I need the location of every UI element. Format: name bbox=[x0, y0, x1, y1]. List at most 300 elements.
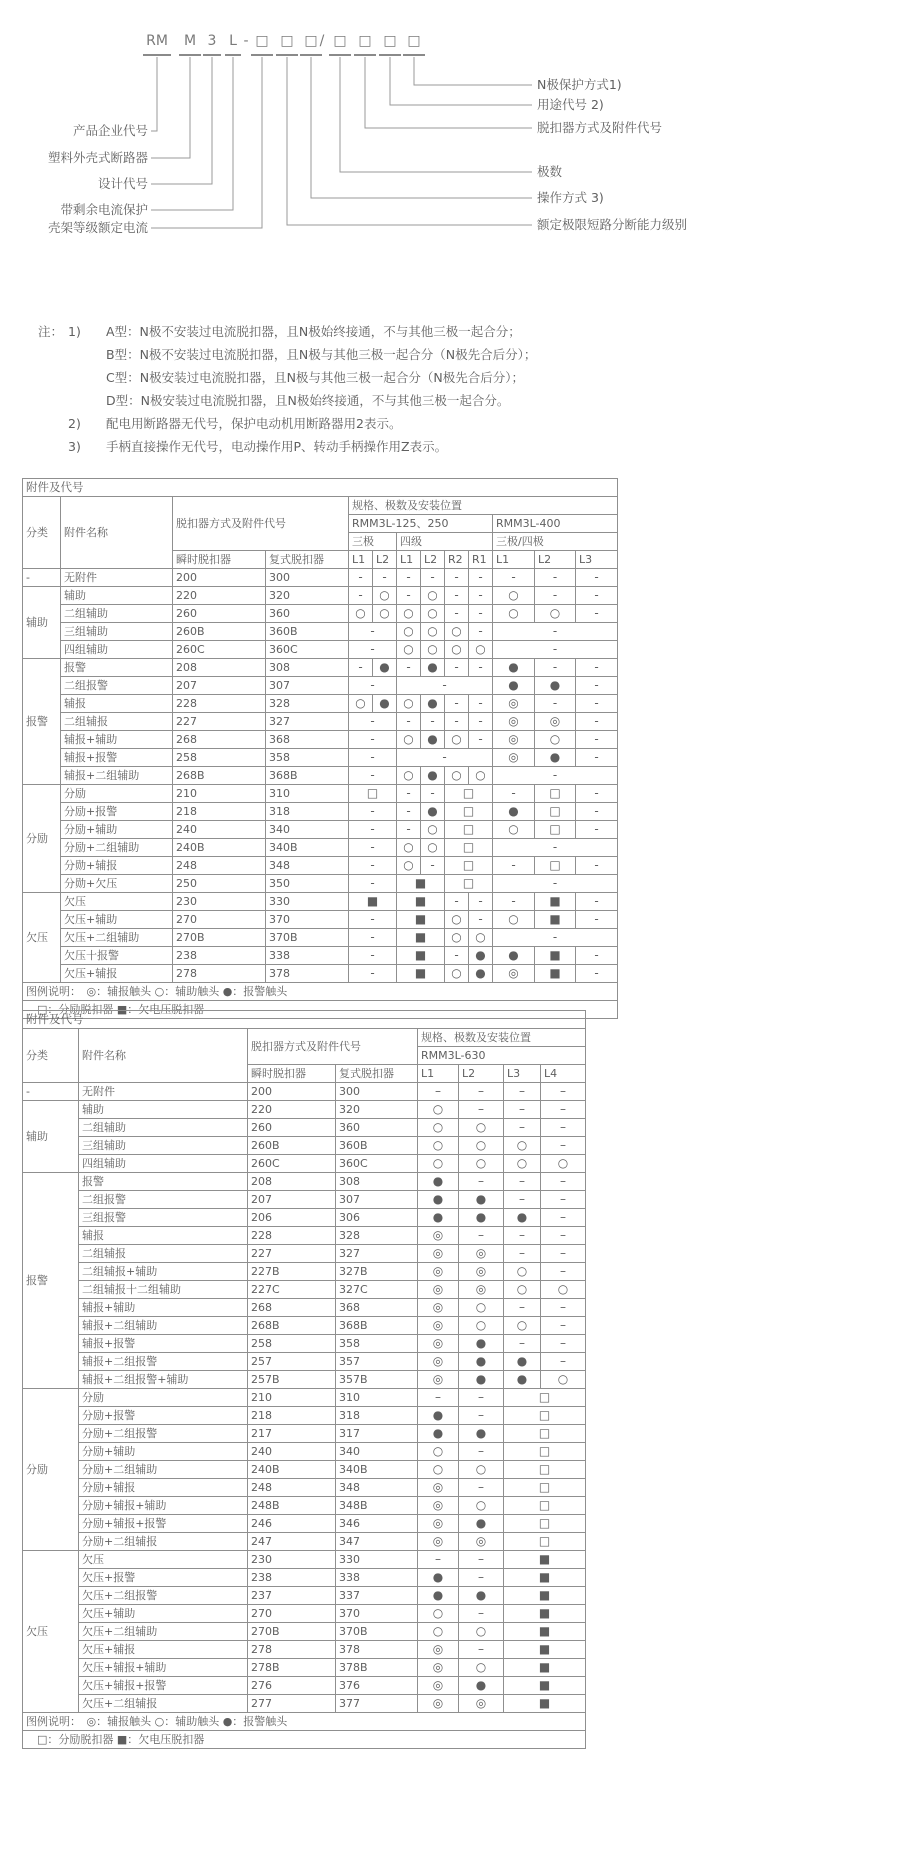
position-symbol-cell: □ bbox=[504, 1533, 586, 1551]
attachment-name-cell: 二组报警 bbox=[79, 1191, 248, 1209]
position-symbol-cell: - bbox=[576, 731, 618, 749]
position-symbol-cell: ■ bbox=[504, 1605, 586, 1623]
position-symbol-cell: – bbox=[418, 1083, 459, 1101]
position-symbol-cell: ● bbox=[421, 695, 445, 713]
note-line-2 bbox=[38, 366, 536, 389]
position-symbol-cell: – bbox=[418, 1389, 459, 1407]
code-token-1: M bbox=[179, 30, 201, 56]
position-symbol-cell: ○ bbox=[445, 641, 469, 659]
note-text: A型：N极不安装过电流脱扣器，且N极始终接通，不与其他三极一起合分； bbox=[106, 324, 521, 339]
code-token-12: □ bbox=[403, 30, 425, 56]
position-symbol-cell: ○ bbox=[445, 623, 469, 641]
position-symbol-cell: - bbox=[397, 713, 421, 731]
attachment-name-cell: 辅助 bbox=[61, 587, 173, 605]
attachment-name-cell: 辅报+辅助 bbox=[79, 1299, 248, 1317]
table-row bbox=[23, 1083, 586, 1101]
position-symbol-cell: – bbox=[504, 1101, 541, 1119]
position-symbol-cell: ● bbox=[469, 947, 493, 965]
compound-code-cell: 368 bbox=[336, 1299, 418, 1317]
position-symbol-cell: - bbox=[576, 947, 618, 965]
position-symbol-cell: ◎ bbox=[493, 695, 535, 713]
position-symbol-cell: ● bbox=[493, 677, 535, 695]
attachment-name-cell: 辅报+二组辅助 bbox=[79, 1317, 248, 1335]
compound-code-cell: 378 bbox=[266, 965, 349, 983]
position-symbol-cell: ● bbox=[459, 1335, 504, 1353]
position-symbol-cell: - bbox=[397, 749, 493, 767]
table-row bbox=[23, 1371, 586, 1389]
instantaneous-code-cell: 230 bbox=[248, 1551, 336, 1569]
position-symbol-cell: - bbox=[349, 767, 397, 785]
position-symbol-cell: – bbox=[504, 1119, 541, 1137]
position-symbol-cell: – bbox=[504, 1245, 541, 1263]
attachment-name-cell: 欠压+辅报 bbox=[79, 1641, 248, 1659]
instantaneous-code-cell: 268B bbox=[173, 767, 266, 785]
position-symbol-cell: ○ bbox=[504, 1137, 541, 1155]
instantaneous-code-cell: 258 bbox=[173, 749, 266, 767]
position-symbol-cell: - bbox=[469, 605, 493, 623]
note-prefix: 注： bbox=[38, 324, 64, 339]
position-symbol-cell: - bbox=[576, 677, 618, 695]
header-pos-l3-8: L3 bbox=[576, 551, 618, 569]
table-row bbox=[23, 1461, 586, 1479]
header-pos-l4-3: L4 bbox=[541, 1065, 586, 1083]
attachment-name-cell: 三组报警 bbox=[79, 1209, 248, 1227]
position-symbol-cell: – bbox=[541, 1209, 586, 1227]
position-symbol-cell: ○ bbox=[469, 767, 493, 785]
position-symbol-cell: - bbox=[576, 893, 618, 911]
position-symbol-cell: □ bbox=[445, 839, 493, 857]
position-symbol-cell: ○ bbox=[493, 587, 535, 605]
position-symbol-cell: – bbox=[459, 1551, 504, 1569]
position-symbol-cell: ● bbox=[504, 1353, 541, 1371]
instantaneous-code-cell: 240 bbox=[173, 821, 266, 839]
position-symbol-cell: ● bbox=[459, 1515, 504, 1533]
position-symbol-cell: ○ bbox=[445, 767, 469, 785]
instantaneous-code-cell: 248 bbox=[248, 1479, 336, 1497]
compound-code-cell: 330 bbox=[266, 893, 349, 911]
compound-code-cell: 310 bbox=[266, 785, 349, 803]
table-row bbox=[23, 1695, 586, 1713]
position-symbol-cell: □ bbox=[504, 1461, 586, 1479]
table-row bbox=[23, 1587, 586, 1605]
attachment-name-cell: 四组辅助 bbox=[79, 1155, 248, 1173]
position-symbol-cell: ● bbox=[459, 1425, 504, 1443]
position-symbol-cell: - bbox=[535, 587, 576, 605]
header-pos-l2-1: L2 bbox=[373, 551, 397, 569]
table-row bbox=[23, 1407, 586, 1425]
attachment-name-cell: 二组辅报十二组辅助 bbox=[79, 1281, 248, 1299]
position-symbol-cell: - bbox=[397, 587, 421, 605]
instantaneous-code-cell: 220 bbox=[173, 587, 266, 605]
table-row bbox=[23, 1227, 586, 1245]
position-symbol-cell: – bbox=[541, 1191, 586, 1209]
position-symbol-cell: ● bbox=[421, 731, 445, 749]
position-symbol-cell: □ bbox=[504, 1407, 586, 1425]
position-symbol-cell: ● bbox=[459, 1371, 504, 1389]
compound-code-cell: 330 bbox=[336, 1551, 418, 1569]
compound-code-cell: 358 bbox=[266, 749, 349, 767]
position-symbol-cell: ■ bbox=[397, 893, 445, 911]
compound-code-cell: 327 bbox=[336, 1245, 418, 1263]
position-symbol-cell: □ bbox=[504, 1425, 586, 1443]
table-row bbox=[23, 1479, 586, 1497]
position-symbol-cell: ○ bbox=[397, 839, 421, 857]
table-row bbox=[23, 875, 618, 893]
instantaneous-code-cell: 278 bbox=[173, 965, 266, 983]
position-symbol-cell: ● bbox=[418, 1209, 459, 1227]
position-symbol-cell: - bbox=[421, 785, 445, 803]
position-symbol-cell: – bbox=[459, 1407, 504, 1425]
position-symbol-cell: - bbox=[469, 893, 493, 911]
instantaneous-code-cell: 268 bbox=[248, 1299, 336, 1317]
position-symbol-cell: - bbox=[421, 857, 445, 875]
instantaneous-code-cell: 207 bbox=[248, 1191, 336, 1209]
position-symbol-cell: ● bbox=[421, 803, 445, 821]
note-line-3 bbox=[38, 389, 536, 412]
position-symbol-cell: □ bbox=[535, 857, 576, 875]
compound-code-cell: 360 bbox=[336, 1119, 418, 1137]
position-symbol-cell: – bbox=[504, 1299, 541, 1317]
attachment-name-cell: 欠压+二组辅助 bbox=[79, 1623, 248, 1641]
header-tripper-code: 脱扣器方式及附件代号 bbox=[248, 1029, 418, 1065]
attachment-name-cell: 欠压+辅报 bbox=[61, 965, 173, 983]
position-symbol-cell: - bbox=[445, 659, 469, 677]
position-symbol-cell: - bbox=[445, 893, 469, 911]
position-symbol-cell: - bbox=[349, 839, 397, 857]
position-symbol-cell: ◎ bbox=[535, 713, 576, 731]
table-row bbox=[23, 857, 618, 875]
position-symbol-cell: - bbox=[576, 857, 618, 875]
code-token-9: □ bbox=[329, 30, 351, 56]
position-symbol-cell: □ bbox=[445, 785, 493, 803]
compound-code-cell: 318 bbox=[266, 803, 349, 821]
instantaneous-code-cell: 270 bbox=[248, 1605, 336, 1623]
position-symbol-cell: ○ bbox=[459, 1623, 504, 1641]
position-symbol-cell: ○ bbox=[459, 1155, 504, 1173]
position-symbol-cell: ○ bbox=[541, 1371, 586, 1389]
position-symbol-cell: - bbox=[469, 659, 493, 677]
instantaneous-code-cell: 270B bbox=[248, 1623, 336, 1641]
compound-code-cell: 340 bbox=[266, 821, 349, 839]
position-symbol-cell: – bbox=[541, 1317, 586, 1335]
table-row bbox=[23, 1677, 586, 1695]
accessory-table-rmm3l-125-250-400 bbox=[22, 478, 618, 1019]
table-row bbox=[23, 1281, 586, 1299]
compound-code-cell: 346 bbox=[336, 1515, 418, 1533]
note-line-1 bbox=[38, 343, 536, 366]
attachment-name-cell: 欠压+辅报+报警 bbox=[79, 1677, 248, 1695]
compound-code-cell: 377 bbox=[336, 1695, 418, 1713]
position-symbol-cell: – bbox=[459, 1083, 504, 1101]
compound-code-cell: 368B bbox=[266, 767, 349, 785]
attachment-name-cell: 分勋+辅报 bbox=[61, 857, 173, 875]
table-row bbox=[23, 731, 618, 749]
notes-section bbox=[38, 320, 536, 458]
compound-code-cell: 340B bbox=[266, 839, 349, 857]
attachment-name-cell: 二组辅报 bbox=[79, 1245, 248, 1263]
position-symbol-cell: ○ bbox=[504, 1155, 541, 1173]
position-symbol-cell: – bbox=[418, 1551, 459, 1569]
position-symbol-cell: ○ bbox=[445, 965, 469, 983]
position-symbol-cell: - bbox=[397, 659, 421, 677]
instantaneous-code-cell: 200 bbox=[248, 1083, 336, 1101]
attachment-name-cell: 辅报+二组辅助 bbox=[61, 767, 173, 785]
position-symbol-cell: ● bbox=[373, 659, 397, 677]
note-number: 1) bbox=[68, 324, 81, 339]
compound-code-cell: 368B bbox=[336, 1317, 418, 1335]
position-symbol-cell: - bbox=[445, 947, 469, 965]
table-row bbox=[23, 1515, 586, 1533]
position-symbol-cell: ● bbox=[421, 767, 445, 785]
position-symbol-cell: ○ bbox=[493, 911, 535, 929]
position-symbol-cell: ● bbox=[469, 965, 493, 983]
instantaneous-code-cell: 277 bbox=[248, 1695, 336, 1713]
attachment-name-cell: 欠压十报警 bbox=[61, 947, 173, 965]
instantaneous-code-cell: 210 bbox=[173, 785, 266, 803]
table-row bbox=[23, 605, 618, 623]
note-text: D型：N极安装过电流脱扣器，且N极始终接通，不与其他三极一起合分。 bbox=[106, 393, 510, 408]
position-symbol-cell: ○ bbox=[504, 1263, 541, 1281]
position-symbol-cell: - bbox=[349, 677, 397, 695]
position-symbol-cell: ○ bbox=[418, 1605, 459, 1623]
attachment-name-cell: 辅报+报警 bbox=[79, 1335, 248, 1353]
table-row bbox=[23, 641, 618, 659]
position-symbol-cell: ● bbox=[493, 947, 535, 965]
attachment-name-cell: 分励 bbox=[79, 1389, 248, 1407]
compound-code-cell: 378 bbox=[336, 1641, 418, 1659]
position-symbol-cell: - bbox=[493, 893, 535, 911]
attachment-name-cell: 分励+报警 bbox=[61, 803, 173, 821]
diagram-label-right-0: N极保护方式1) bbox=[537, 77, 622, 92]
instantaneous-code-cell: 260C bbox=[173, 641, 266, 659]
attachment-name-cell: 无附件 bbox=[79, 1083, 248, 1101]
position-symbol-cell: - bbox=[493, 785, 535, 803]
position-symbol-cell: ● bbox=[418, 1173, 459, 1191]
table-row bbox=[23, 695, 618, 713]
position-symbol-cell: - bbox=[397, 803, 421, 821]
position-symbol-cell: ■ bbox=[504, 1695, 586, 1713]
table-row bbox=[23, 767, 618, 785]
position-symbol-cell: ■ bbox=[504, 1659, 586, 1677]
note-prefix bbox=[38, 435, 68, 458]
position-symbol-cell: ■ bbox=[397, 911, 445, 929]
compound-code-cell: 368 bbox=[266, 731, 349, 749]
attachment-name-cell: 辅助 bbox=[79, 1101, 248, 1119]
position-symbol-cell: ◎ bbox=[418, 1695, 459, 1713]
position-symbol-cell: ◎ bbox=[418, 1371, 459, 1389]
compound-code-cell: 320 bbox=[266, 587, 349, 605]
position-symbol-cell: - bbox=[535, 659, 576, 677]
position-symbol-cell: - bbox=[576, 695, 618, 713]
table-row bbox=[23, 1299, 586, 1317]
position-symbol-cell: □ bbox=[504, 1443, 586, 1461]
instantaneous-code-cell: 208 bbox=[248, 1173, 336, 1191]
position-symbol-cell: – bbox=[459, 1479, 504, 1497]
compound-code-cell: 308 bbox=[336, 1173, 418, 1191]
compound-code-cell: 318 bbox=[336, 1407, 418, 1425]
position-symbol-cell: ◎ bbox=[418, 1479, 459, 1497]
position-symbol-cell: ○ bbox=[493, 821, 535, 839]
attachment-name-cell: 欠压 bbox=[79, 1551, 248, 1569]
diagram-label-right-4: 操作方式 3) bbox=[537, 190, 604, 205]
position-symbol-cell: □ bbox=[504, 1389, 586, 1407]
compound-code-cell: 360 bbox=[266, 605, 349, 623]
position-symbol-cell: – bbox=[541, 1173, 586, 1191]
position-symbol-cell: ● bbox=[421, 659, 445, 677]
position-symbol-cell: ● bbox=[504, 1209, 541, 1227]
position-symbol-cell: – bbox=[541, 1335, 586, 1353]
position-symbol-cell: ■ bbox=[504, 1587, 586, 1605]
position-symbol-cell: – bbox=[541, 1245, 586, 1263]
instantaneous-code-cell: 258 bbox=[248, 1335, 336, 1353]
table-row bbox=[23, 587, 618, 605]
position-symbol-cell: ● bbox=[493, 659, 535, 677]
position-symbol-cell: ◎ bbox=[418, 1245, 459, 1263]
instantaneous-code-cell: 248B bbox=[248, 1497, 336, 1515]
instantaneous-code-cell: 247 bbox=[248, 1533, 336, 1551]
position-symbol-cell: - bbox=[493, 929, 618, 947]
table-row bbox=[23, 1119, 586, 1137]
instantaneous-code-cell: 268 bbox=[173, 731, 266, 749]
position-symbol-cell: - bbox=[493, 767, 618, 785]
instantaneous-code-cell: 218 bbox=[248, 1407, 336, 1425]
header-pos-r1-5: R1 bbox=[469, 551, 493, 569]
category-cell: 分励 bbox=[23, 1389, 79, 1551]
note-number: 2) bbox=[68, 416, 81, 431]
position-symbol-cell: - bbox=[469, 695, 493, 713]
position-symbol-cell: ○ bbox=[541, 1281, 586, 1299]
compound-code-cell: 320 bbox=[336, 1101, 418, 1119]
position-symbol-cell: - bbox=[469, 731, 493, 749]
note-number bbox=[68, 343, 106, 366]
category-cell: - bbox=[23, 569, 61, 587]
position-symbol-cell: - bbox=[349, 641, 397, 659]
position-symbol-cell: ○ bbox=[418, 1155, 459, 1173]
header-pos-l1-6: L1 bbox=[493, 551, 535, 569]
attachment-name-cell: 欠压+报警 bbox=[79, 1569, 248, 1587]
position-symbol-cell: ● bbox=[459, 1677, 504, 1695]
diagram-label-right-1: 用途代号 2) bbox=[537, 97, 604, 112]
position-symbol-cell: ○ bbox=[418, 1101, 459, 1119]
position-symbol-cell: - bbox=[493, 641, 618, 659]
note-line-4 bbox=[38, 412, 536, 435]
position-symbol-cell: ■ bbox=[504, 1623, 586, 1641]
position-symbol-cell: ○ bbox=[421, 605, 445, 623]
attachment-name-cell: 报警 bbox=[61, 659, 173, 677]
instantaneous-code-cell: 260B bbox=[248, 1137, 336, 1155]
note-text: B型：N极不安装过电流脱扣器，且N极与其他三极一起合分（N极先合后分）； bbox=[106, 347, 537, 362]
position-symbol-cell: – bbox=[459, 1641, 504, 1659]
position-symbol-cell: - bbox=[349, 713, 397, 731]
position-symbol-cell: ○ bbox=[373, 605, 397, 623]
position-symbol-cell: ◎ bbox=[418, 1659, 459, 1677]
category-cell: - bbox=[23, 1083, 79, 1101]
note-prefix bbox=[38, 389, 68, 412]
table-row bbox=[23, 1569, 586, 1587]
attachment-name-cell: 辅报+辅助 bbox=[61, 731, 173, 749]
instantaneous-code-cell: 260 bbox=[248, 1119, 336, 1137]
position-symbol-cell: □ bbox=[445, 857, 493, 875]
header-spec-position: 规格、极数及安装位置 bbox=[349, 497, 618, 515]
category-cell: 分励 bbox=[23, 785, 61, 893]
compound-code-cell: 357B bbox=[336, 1371, 418, 1389]
diagram-label-right-2: 脱扣器方式及附件代号 bbox=[537, 120, 663, 135]
note-prefix bbox=[38, 412, 68, 435]
attachment-name-cell: 分励+二组辅报 bbox=[79, 1533, 248, 1551]
position-symbol-cell: ○ bbox=[445, 731, 469, 749]
category-cell: 报警 bbox=[23, 659, 61, 785]
note-line-0 bbox=[38, 320, 536, 343]
instantaneous-code-cell: 238 bbox=[173, 947, 266, 965]
position-symbol-cell: □ bbox=[445, 803, 493, 821]
note-line-5 bbox=[38, 435, 536, 458]
attachment-name-cell: 四组辅助 bbox=[61, 641, 173, 659]
code-token-5: □ bbox=[251, 30, 273, 56]
position-symbol-cell: – bbox=[459, 1605, 504, 1623]
position-symbol-cell: ○ bbox=[397, 641, 421, 659]
position-symbol-cell: - bbox=[576, 911, 618, 929]
position-symbol-cell: ◎ bbox=[418, 1335, 459, 1353]
compound-code-cell: 328 bbox=[266, 695, 349, 713]
compound-code-cell: 358 bbox=[336, 1335, 418, 1353]
instantaneous-code-cell: 240B bbox=[248, 1461, 336, 1479]
compound-code-cell: 337 bbox=[336, 1587, 418, 1605]
compound-code-cell: 300 bbox=[266, 569, 349, 587]
accessory-table-rmm3l-630 bbox=[22, 1010, 586, 1749]
position-symbol-cell: ○ bbox=[469, 929, 493, 947]
position-symbol-cell: ◎ bbox=[418, 1353, 459, 1371]
table-row bbox=[23, 623, 618, 641]
position-symbol-cell: – bbox=[504, 1173, 541, 1191]
position-symbol-cell: ◎ bbox=[493, 713, 535, 731]
position-symbol-cell: ● bbox=[459, 1587, 504, 1605]
compound-code-cell: 376 bbox=[336, 1677, 418, 1695]
position-symbol-cell: □ bbox=[349, 785, 397, 803]
compound-code-cell: 327 bbox=[266, 713, 349, 731]
code-token-0: RM bbox=[143, 30, 171, 56]
position-symbol-cell: □ bbox=[535, 821, 576, 839]
position-symbol-cell: - bbox=[576, 605, 618, 623]
position-symbol-cell: - bbox=[421, 713, 445, 731]
attachment-name-cell: 无附件 bbox=[61, 569, 173, 587]
attachment-name-cell: 欠压+二组辅助 bbox=[61, 929, 173, 947]
position-symbol-cell: - bbox=[349, 857, 397, 875]
instantaneous-code-cell: 227 bbox=[173, 713, 266, 731]
position-symbol-cell: – bbox=[541, 1263, 586, 1281]
position-symbol-cell: ◎ bbox=[459, 1533, 504, 1551]
category-cell: 报警 bbox=[23, 1173, 79, 1389]
table-row bbox=[23, 1533, 586, 1551]
attachment-name-cell: 分励+辅报+辅助 bbox=[79, 1497, 248, 1515]
position-symbol-cell: ○ bbox=[421, 623, 445, 641]
note-number bbox=[68, 366, 106, 389]
note-number bbox=[68, 389, 106, 412]
table-row bbox=[23, 749, 618, 767]
position-symbol-cell: ○ bbox=[445, 929, 469, 947]
compound-code-cell: 307 bbox=[336, 1191, 418, 1209]
table-row bbox=[23, 947, 618, 965]
instantaneous-code-cell: 200 bbox=[173, 569, 266, 587]
position-symbol-cell: - bbox=[576, 587, 618, 605]
position-symbol-cell: – bbox=[459, 1101, 504, 1119]
position-symbol-cell: ○ bbox=[504, 1317, 541, 1335]
table-row bbox=[23, 1101, 586, 1119]
position-symbol-cell: ○ bbox=[373, 587, 397, 605]
table-title: 附件及代号 bbox=[23, 1011, 586, 1029]
table-row bbox=[23, 893, 618, 911]
position-symbol-cell: – bbox=[541, 1119, 586, 1137]
note-text: 手柄直接操作无代号，电动操作用P、转动手柄操作用Z表示。 bbox=[106, 439, 448, 454]
